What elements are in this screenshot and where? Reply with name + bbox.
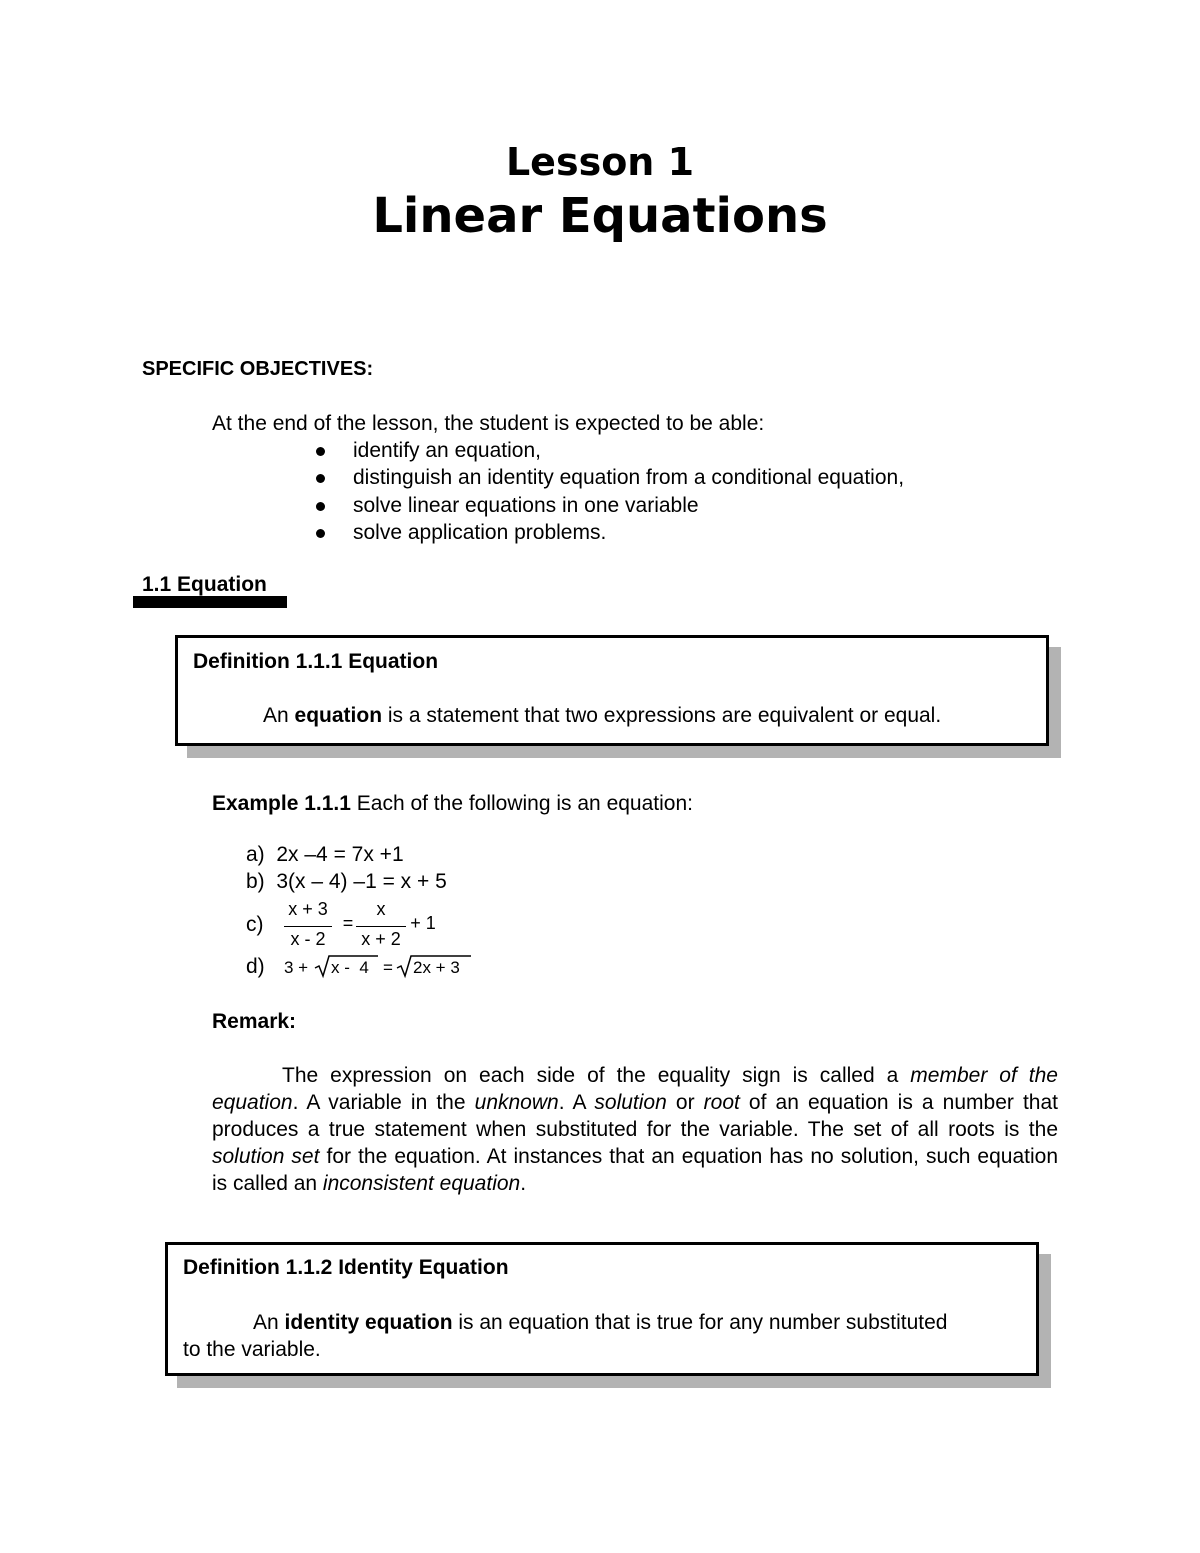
- radicand: 2x + 3: [413, 958, 460, 977]
- objective-item: distinguish an identity equation from a conditional equation,: [316, 464, 904, 491]
- objectives-intro: At the end of the lesson, the student is expected to be able:: [212, 412, 765, 435]
- lesson-title: Linear Equations: [372, 188, 828, 244]
- fraction-numerator: x + 3: [288, 899, 328, 919]
- equation-b: 3(x – 4) –1 = x + 5: [276, 870, 447, 893]
- item-d-label: d): [246, 955, 265, 978]
- lesson-number: Lesson 1: [505, 140, 695, 184]
- definition-term: identity equation: [284, 1311, 453, 1334]
- fraction-denominator: x + 2: [361, 929, 401, 949]
- item-a: a) 2x –4 = 7x +1: [246, 843, 404, 866]
- section-underline: [133, 596, 287, 608]
- definition-body: An equation is a statement that two expressions are equivalent or equal.: [263, 704, 942, 727]
- objectives-heading: SPECIFIC OBJECTIVES:: [142, 358, 374, 380]
- example-label: Example 1.1.1: [212, 792, 351, 815]
- equation-d-prefix: 3 +: [284, 958, 309, 977]
- definition-body: An identity equation is an equation that is true for any number substituted to the variable.: [183, 1311, 948, 1361]
- fraction-numerator: x: [376, 899, 386, 919]
- equation-tail: + 1: [410, 913, 436, 933]
- definition-box-identity: [165, 1242, 1039, 1376]
- item-c-label: c): [246, 913, 264, 936]
- equation-a: 2x –4 = 7x +1: [276, 843, 404, 866]
- definition-title: Definition 1.1.2 Identity Equation: [183, 1256, 509, 1279]
- fraction-denominator: x - 2: [290, 929, 326, 949]
- item-b: b) 3(x – 4) –1 = x + 5: [246, 870, 447, 893]
- example-text: Each of the following is an equation:: [350, 792, 693, 815]
- objective-item: solve application problems.: [316, 519, 904, 546]
- example-heading: [212, 790, 693, 817]
- objective-item: solve linear equations in one variable: [316, 492, 904, 519]
- remark-paragraph: The expression on each side of the equality sign is called a member of the equation. A variable in the unknown. A solution or root of an equation is a number that produces a true statement when substituted for the variable. The set of all roots is the solution set for the equation. At instances that an equation has no solution, such equation is called an inconsistent equation.: [212, 1064, 1058, 1195]
- equals-sign: =: [342, 913, 354, 933]
- radicand: x - 4: [331, 958, 369, 977]
- fraction-bar: [284, 926, 332, 927]
- fraction-bar: [356, 926, 406, 927]
- objectives-list: [316, 437, 904, 546]
- definition-box-equation: [175, 635, 1049, 746]
- definition-term: equation: [294, 704, 383, 727]
- section-heading: 1.1 Equation: [142, 573, 267, 596]
- example-items: [246, 843, 546, 983]
- equals-sign: =: [383, 958, 393, 977]
- definition-title: Definition 1.1.1 Equation: [193, 650, 439, 673]
- objective-item: identify an equation,: [316, 437, 904, 464]
- remark-label: Remark:: [212, 1010, 297, 1033]
